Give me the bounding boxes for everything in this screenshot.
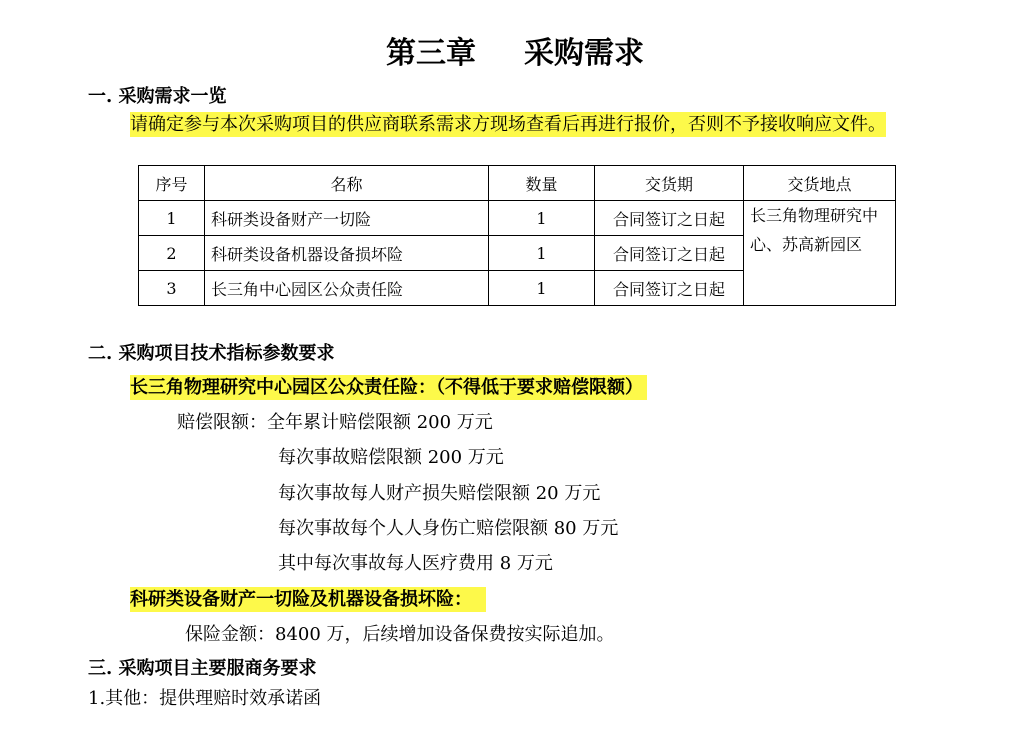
- insured-amount: 保险金额：8400 万，后续增加设备保费按实际追加。: [185, 624, 615, 645]
- row-delivery: 合同签订之日起: [595, 271, 744, 306]
- table-header-row: [139, 166, 896, 201]
- row-delivery: 合同签订之日起: [595, 236, 744, 271]
- row-name: 科研类设备财产一切险: [205, 201, 489, 236]
- header-name: 名称: [205, 166, 489, 201]
- section1-heading: 一. 采购需求一览: [88, 86, 227, 107]
- public-liability-title-text: 长三角物理研究中心园区公众责任险：（不得低于要求赔偿限额）: [130, 375, 647, 400]
- header-qty: 数量: [489, 166, 595, 201]
- row-name: 科研类设备机器设备损坏险: [205, 236, 489, 271]
- procurement-items-table: [138, 165, 896, 306]
- header-delivery: 交货期: [595, 166, 744, 201]
- public-liability-title: [130, 374, 647, 402]
- header-location: 交货地点: [744, 166, 896, 201]
- row-qty: 1: [489, 271, 595, 306]
- limit-line: 每次事故每人财产损失赔偿限额 20 万元: [278, 483, 601, 504]
- property-insurance-title: [130, 586, 486, 614]
- row-no: 1: [139, 201, 205, 236]
- row-qty: 1: [489, 201, 595, 236]
- section2-heading: 二. 采购项目技术指标参数要求: [88, 343, 335, 364]
- section3-heading: 三. 采购项目主要服商务要求: [88, 658, 317, 679]
- chapter-title: [0, 34, 1030, 74]
- row-delivery: 合同签订之日起: [595, 201, 744, 236]
- row-name: 长三角中心园区公众责任险: [205, 271, 489, 306]
- chapter-name: 采购需求: [524, 36, 644, 71]
- procurement-notice: [88, 110, 948, 140]
- row-qty: 1: [489, 236, 595, 271]
- commercial-item-1: 1.其他：提供理赔时效承诺函: [88, 688, 322, 709]
- limit-line: 其中每次事故每人医疗费用 8 万元: [278, 553, 553, 574]
- row-no: 3: [139, 271, 205, 306]
- table-row: [139, 201, 896, 236]
- limit-line: 每次事故每个人人身伤亡赔偿限额 80 万元: [278, 518, 619, 539]
- limit-line: 每次事故赔偿限额 200 万元: [278, 447, 504, 468]
- property-insurance-title-text: 科研类设备财产一切险及机器设备损坏险：: [130, 587, 486, 612]
- notice-text: 请确定参与本次采购项目的供应商联系需求方现场查看后再进行报价，否则不予接收响应文件。: [130, 114, 886, 135]
- header-no: 序号: [139, 166, 205, 201]
- row-no: 2: [139, 236, 205, 271]
- chapter-number: 第三章: [386, 36, 476, 71]
- row-location: 长三角物理研究中心、苏高新园区: [744, 201, 896, 306]
- limit-line: 赔偿限额：全年累计赔偿限额 200 万元: [177, 412, 493, 433]
